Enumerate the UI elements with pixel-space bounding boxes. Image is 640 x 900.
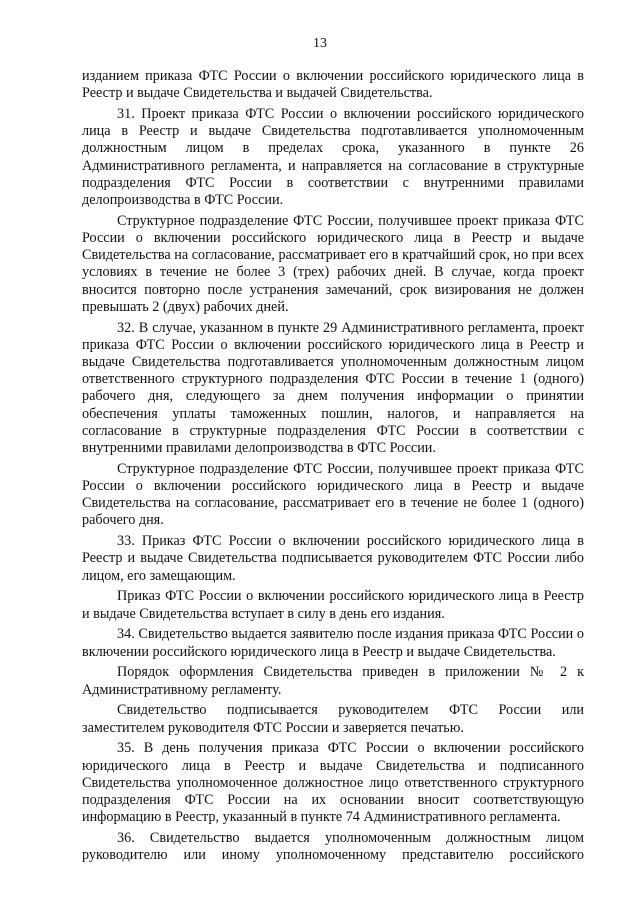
- paragraph-continuation: изданием приказа ФТС России о включении российского юридического лица в Реестр и выдаче Свидетельства и выдачей Свидетельства.: [82, 68, 584, 102]
- paragraph-34-procedure: Порядок оформления Свидетельства приведен в приложении № 2 к Административному регламенту.: [82, 664, 584, 698]
- document-body: [82, 68, 584, 868]
- paragraph-31: 31. Проект приказа ФТС России о включении российского юридического лица в Реестр и выдаче Свидетельства подготавливается уполномоченным должностным лицом в пределах срока, указанного в пункте 26 Административного регламента, и направляется на согласование в структурные подразделения ФТС России в соответствии с внутренними правилами делопроизводства в ФТС России.: [82, 106, 584, 209]
- paragraph-33-effect: Приказ ФТС России о включении российского юридического лица в Реестр и выдаче Свидетельства вступает в силу в день его издания.: [82, 588, 584, 622]
- paragraph-31-review: Структурное подразделение ФТС России, получившее проект приказа ФТС России о включении российского юридического лица в Реестр и выдаче Свидетельства на согласование, рассматривает его в кратчайший срок, но при всех условиях в течение не более 3 (трех) рабочих дней. В случае, когда проект вносится повторно после устранения замечаний, срок визирования не должен превышать 2 (двух) рабочих дней.: [82, 212, 584, 315]
- paragraph-32-review: Структурное подразделение ФТС России, получившее проект приказа ФТС России о включении российского юридического лица в Реестр и выдаче Свидетельства на согласование, рассматривает его в течение не более 1 (одного) рабочего дня.: [82, 460, 584, 529]
- paragraph-35: 35. В день получения приказа ФТС России о включении российского юридического лица в Реестр и выдаче Свидетельства и подписанного Свидетельства уполномоченное должностное лицо ответственного структурного подразделения ФТС России на их основании вносит соответствующую информацию в Реестр, указанный в пункте 74 Административного регламента.: [82, 740, 584, 826]
- paragraph-34-signature: Свидетельство подписывается руководителем ФТС России или заместителем руководителя ФТС России и заверяется печатью.: [82, 702, 584, 736]
- paragraph-34: 34. Свидетельство выдается заявителю после издания приказа ФТС России о включении российского юридического лица в Реестр и выдаче Свидетельства.: [82, 626, 584, 660]
- paragraph-36: 36. Свидетельство выдается уполномоченным должностным лицом руководителю или иному уполномоченному представителю российского: [82, 830, 584, 864]
- paragraph-32: 32. В случае, указанном в пункте 29 Административного регламента, проект приказа ФТС России о включении российского юридического лица в Реестр и выдаче Свидетельства подготавливается уполномоченным должностным лицом ответственного структурного подразделения ФТС России в течение 1 (одного) рабочего дня, следующего за днем получения информации о принятии обеспечения уплаты таможенных пошлин, налогов, и направляется на согласование в структурные подразделения ФТС России в соответствии с внутренними правилами делопроизводства в ФТС России.: [82, 319, 584, 457]
- page-number: 13: [313, 36, 327, 51]
- paragraph-33: 33. Приказ ФТС России о включении российского юридического лица в Реестр и выдаче Свидетельства подписывается руководителем ФТС России либо лицом, его замещающим.: [82, 533, 584, 584]
